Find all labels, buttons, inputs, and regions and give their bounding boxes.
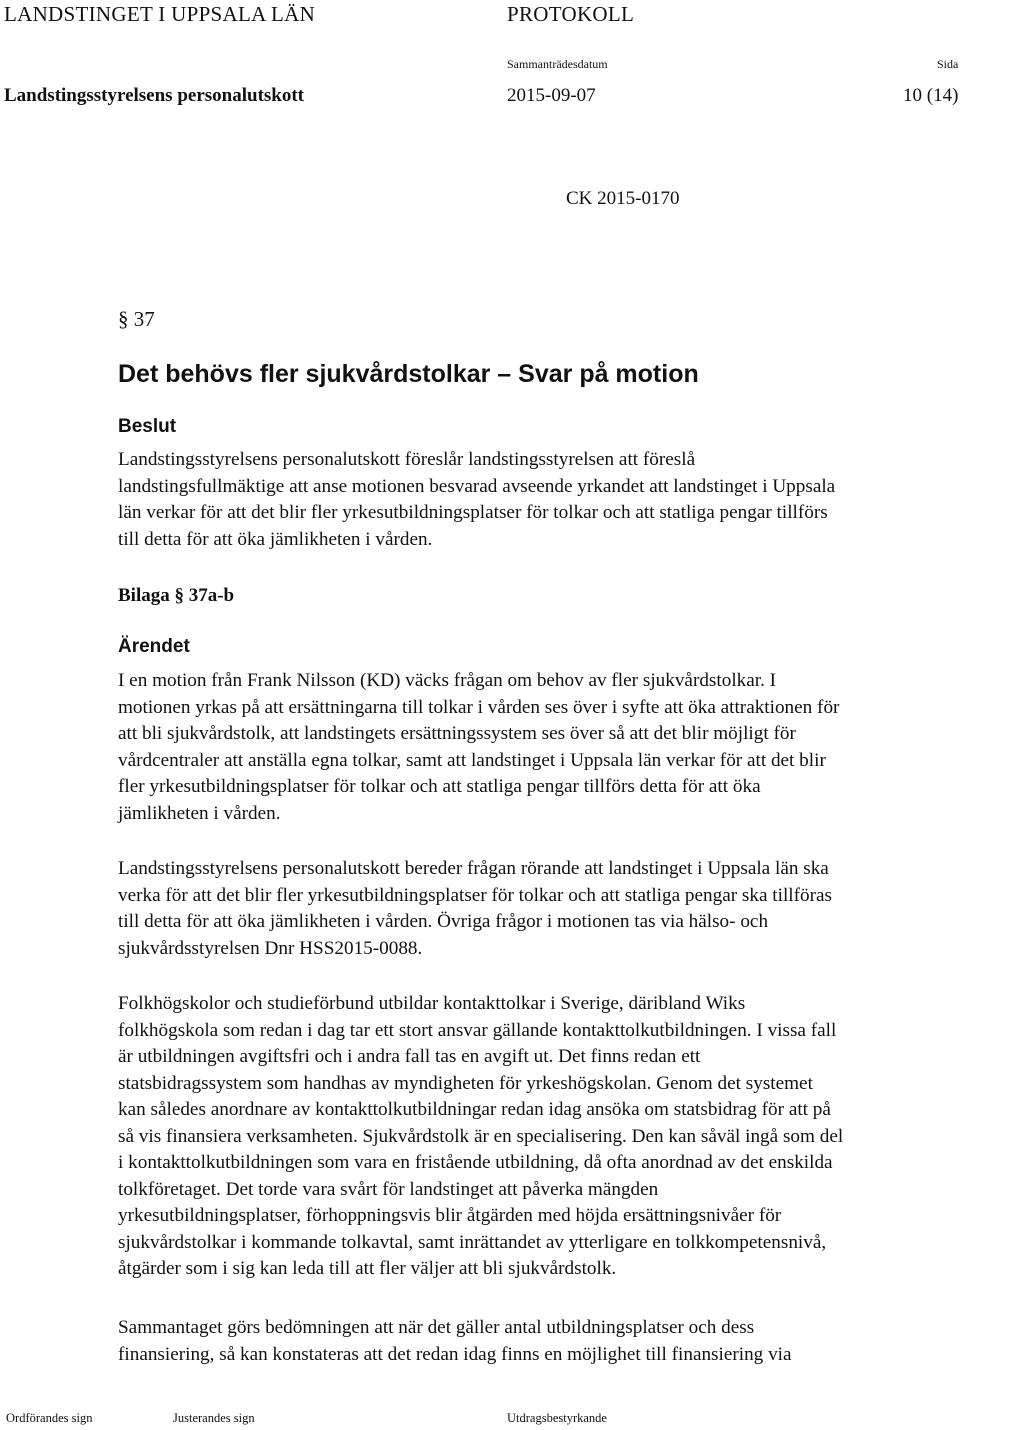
text-line: folkhögskola som redan i dag tar ett stort ansvar gällande kontakttolkutbildningen. I vissa fall: [118, 1019, 837, 1041]
text-line: Landstingsstyrelsens personalutskott föreslår landstingsstyrelsen att föreslå: [118, 449, 696, 470]
arendet-paragraph-1: [118, 668, 1023, 827]
page-number: 10 (14): [903, 85, 959, 106]
text-line: jämlikheten i vården.: [118, 802, 281, 824]
text-line: verka för att det blir fler yrkesutbildningsplatser för tolkar och att statliga pengar ska tillföras: [118, 884, 832, 906]
attachment-reference: Bilaga § 37a-b: [118, 585, 235, 606]
arendet-heading: Ärendet: [118, 636, 190, 657]
arendet-paragraph-3: [118, 991, 1023, 1283]
adjuster-signature-label: Justerandes sign: [173, 1411, 255, 1425]
text-line: vårdcentraler att anställa egna tolkar, samt att landstinget i Uppsala län verkar för att det blir: [118, 749, 826, 771]
page-label: Sida: [937, 57, 959, 71]
section-number: § 37: [118, 307, 155, 331]
text-line: Landstingsstyrelsens personalutskott bereder frågan rörande att landstinget i Uppsala län ska: [118, 858, 829, 879]
text-line: motionen yrkas på att ersättningarna till tolkar i vården ses över i syfte att öka attraktionen för: [118, 696, 840, 718]
text-line: i kontakttolkutbildningen som vara en fristående utbildning, då ofta anordnad av det enskilda: [118, 1152, 833, 1173]
text-line: är utbildningen avgiftsfri och i andra fall tas en avgift ut. Det finns redan ett: [118, 1046, 701, 1067]
beslut-heading: Beslut: [118, 416, 177, 437]
text-line: till detta för att öka jämlikheten i vården. Övriga frågor i motionen tas via hälso- och: [118, 911, 769, 932]
arendet-paragraph-4: [118, 1315, 1023, 1368]
text-line: sjukvårdstolkar i kommande tolkavtal, samt inrättandet av ytterligare en tolkkompetensnivå,: [118, 1231, 827, 1253]
organization-name: LANDSTINGET I UPPSALA LÄN: [4, 2, 316, 26]
beslut-paragraph: [118, 447, 1023, 553]
text-line: sjukvårdsstyrelsen Dnr HSS2015-0088.: [118, 937, 423, 959]
text-line: Folkhögskolor och studieförbund utbildar kontakttolkar i Sverige, däribland Wiks: [118, 993, 746, 1014]
committee-name: Landstingsstyrelsens personalutskott: [4, 85, 305, 106]
text-line: finansiering, så kan konstateras att det redan idag finns en möjlighet till finansiering via: [118, 1343, 792, 1365]
text-line: yrkesutbildningsplatser, förhoppningsvis blir åtgärden med höjda ersättningsnivåer för: [118, 1205, 782, 1226]
text-line: län verkar för att det blir fler yrkesutbildningsplatser för tolkar och att statliga pengar tillförs: [118, 502, 828, 523]
text-line: statsbidragssystem som handhas av myndigheten för yrkeshögskolan. Genom det systemet: [118, 1072, 813, 1094]
text-line: fler yrkesutbildningsplatser för tolkar och att statliga pengar tillförs detta för att öka: [118, 776, 761, 797]
certification-label: Utdragsbestyrkande: [507, 1411, 607, 1425]
text-line: så vis finansiera verksamheten. Sjukvårdstolk är en specialisering. Den kan såväl ingå som del: [118, 1125, 844, 1147]
date-label: Sammanträdesdatum: [507, 57, 608, 71]
meeting-date: 2015-09-07: [507, 85, 596, 106]
document-type: PROTOKOLL: [507, 2, 635, 26]
arendet-paragraph-2: [118, 856, 1023, 962]
text-line: till detta för att öka jämlikheten i vården.: [118, 528, 433, 550]
text-line: I en motion från Frank Nilsson (KD) väcks frågan om behov av fler sjukvårdstolkar. I: [118, 670, 777, 691]
case-number: CK 2015-0170: [566, 188, 680, 209]
chair-signature-label: Ordförandes sign: [6, 1411, 93, 1425]
text-line: att bli sjukvårdstolk, att landstingets ersättningssystem ses över så att det blir möjligt för: [118, 723, 796, 744]
text-line: Sammantaget görs bedömningen att när det gäller antal utbildningsplatser och dess: [118, 1317, 755, 1338]
text-line: kan således anordnare av kontakttolkutbildningar redan idag ansöka om statsbidrag för att på: [118, 1099, 831, 1120]
page-title: Det behövs fler sjukvårdstolkar – Svar på motion: [118, 360, 699, 388]
text-line: tolkföretaget. Det torde vara svårt för landstinget att påverka mängden: [118, 1178, 659, 1200]
text-line: landstingsfullmäktige att anse motionen besvarad avseende yrkandet att landstinget i Uppsala: [118, 475, 836, 497]
text-line: åtgärder som i sig kan leda till att fler väljer att bli sjukvårdstolk.: [118, 1258, 617, 1279]
